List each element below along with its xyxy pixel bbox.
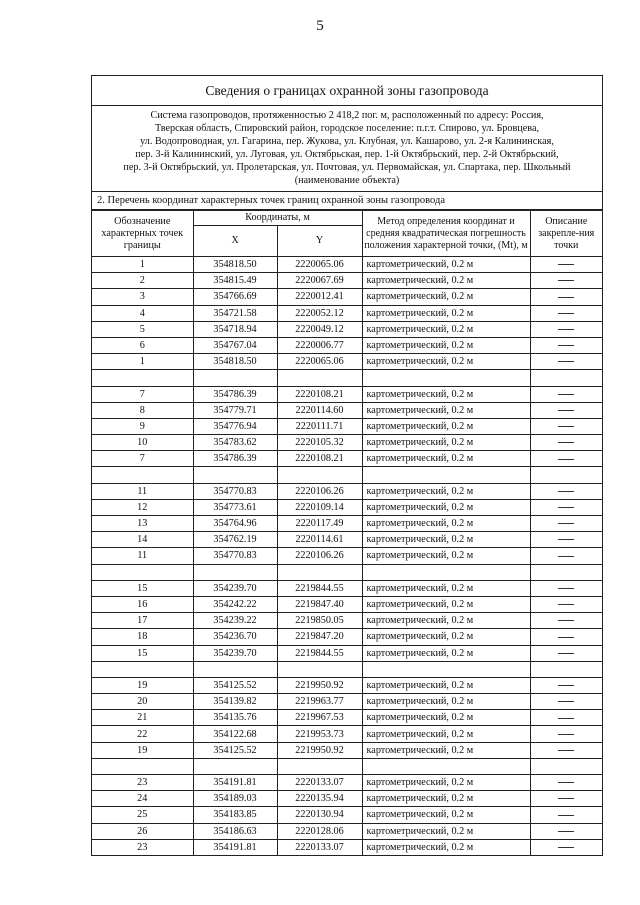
header-y: Y [277,226,362,257]
empty-cell [277,467,362,483]
method-cell: картометрический, 0.2 м [362,273,530,289]
object-line: пер. 3-й Октябрьский, ул. Пролетарская, ул. Почтовая, ул. Первомайская, ул. Спартака, пер. Школьный [123,162,571,173]
table-row [92,386,602,402]
y-cell: 2220109.14 [277,499,362,515]
dash-mark [558,653,574,654]
table-row [92,483,602,499]
table-row [92,257,602,273]
y-cell: 2219950.92 [277,742,362,758]
dash-mark [558,734,574,735]
dash-mark [558,556,574,557]
method-cell: картометрический, 0.2 м [362,257,530,273]
method-cell: картометрический, 0.2 м [362,823,530,839]
point-cell: 17 [92,613,193,629]
method-cell: картометрический, 0.2 м [362,775,530,791]
dash-mark [558,442,574,443]
y-cell: 2220049.12 [277,321,362,337]
table-row [92,775,602,791]
object-line: Тверская область, Спировский район, городское поселение: п.г.т. Спирово, ул. Бровцева, [154,123,540,134]
point-cell: 6 [92,337,193,353]
x-cell: 354239.22 [193,613,277,629]
empty-cell [530,370,602,386]
description-cell [530,289,602,305]
dash-mark [558,831,574,832]
empty-cell [362,564,530,580]
method-cell: картометрический, 0.2 м [362,645,530,661]
y-cell: 2219967.53 [277,710,362,726]
empty-cell [92,661,193,677]
document-frame [91,75,603,856]
y-cell: 2219850.05 [277,613,362,629]
dash-mark [558,491,574,492]
empty-cell [92,564,193,580]
x-cell: 354239.70 [193,580,277,596]
x-cell: 354718.94 [193,321,277,337]
point-cell: 18 [92,629,193,645]
empty-cell [530,564,602,580]
empty-cell [193,564,277,580]
description-cell [530,548,602,564]
dash-mark [558,685,574,686]
dash-mark [558,394,574,395]
y-cell: 2219950.92 [277,677,362,693]
y-cell: 2220133.07 [277,775,362,791]
y-cell: 2220067.69 [277,273,362,289]
point-cell: 19 [92,742,193,758]
dash-mark [558,620,574,621]
separator-row [92,467,602,483]
table-row [92,516,602,532]
method-cell: картометрический, 0.2 м [362,516,530,532]
x-cell: 354770.83 [193,483,277,499]
table-row [92,337,602,353]
empty-cell [530,467,602,483]
y-cell: 2219844.55 [277,645,362,661]
separator-row [92,661,602,677]
x-cell: 354183.85 [193,807,277,823]
description-cell [530,402,602,418]
point-cell: 11 [92,548,193,564]
point-cell: 24 [92,791,193,807]
method-cell: картометрический, 0.2 м [362,354,530,370]
method-cell: картометрический, 0.2 м [362,321,530,337]
method-cell: картометрический, 0.2 м [362,742,530,758]
separator-row [92,758,602,774]
separator-row [92,564,602,580]
y-cell: 2220128.06 [277,823,362,839]
dash-mark [558,637,574,638]
method-cell: картометрический, 0.2 м [362,289,530,305]
description-cell [530,321,602,337]
point-cell: 10 [92,435,193,451]
empty-cell [92,370,193,386]
method-cell: картометрический, 0.2 м [362,402,530,418]
method-cell: картометрический, 0.2 м [362,807,530,823]
description-cell [530,596,602,612]
empty-cell [277,661,362,677]
dash-mark [558,718,574,719]
x-cell: 354139.82 [193,694,277,710]
x-cell: 354242.22 [193,596,277,612]
x-cell: 354783.62 [193,435,277,451]
y-cell: 2220108.21 [277,451,362,467]
description-cell [530,694,602,710]
table-body [92,257,602,855]
y-cell: 2220117.49 [277,516,362,532]
description-cell [530,775,602,791]
header-method: Метод определения координат и средняя квадратическая погрешность положения характерной точки, (Mt), м [362,211,530,257]
table-row [92,710,602,726]
table-row [92,677,602,693]
page-number: 5 [316,18,324,34]
description-cell [530,726,602,742]
point-cell: 14 [92,532,193,548]
object-line: Система газопроводов, протяженностью 2 418,2 пог. м, расположенный по адресу: Россия, [150,110,544,121]
x-cell: 354191.81 [193,775,277,791]
method-cell: картометрический, 0.2 м [362,694,530,710]
table-row [92,645,602,661]
header-x: X [193,226,277,257]
dash-mark [558,361,574,362]
dash-mark [558,264,574,265]
point-cell: 19 [92,677,193,693]
x-cell: 354721.58 [193,305,277,321]
table-row [92,823,602,839]
table-row [92,548,602,564]
y-cell: 2219847.40 [277,596,362,612]
dash-mark [558,588,574,589]
table-row [92,742,602,758]
table-row [92,807,602,823]
dash-mark [558,329,574,330]
table-row [92,289,602,305]
dash-mark [558,297,574,298]
method-cell: картометрический, 0.2 м [362,580,530,596]
dash-mark [558,345,574,346]
description-cell [530,499,602,515]
x-cell: 354786.39 [193,386,277,402]
empty-cell [362,370,530,386]
point-cell: 4 [92,305,193,321]
object-line: пер. 3-й Калининский, ул. Луговая, ул. Октябрьская, пер. 1-й Октябрьский, пер. 2-й Октябрьский, [135,149,559,160]
method-cell: картометрический, 0.2 м [362,596,530,612]
point-cell: 25 [92,807,193,823]
dash-mark [558,798,574,799]
y-cell: 2220108.21 [277,386,362,402]
table-row [92,402,602,418]
dash-mark [558,750,574,751]
table-row [92,791,602,807]
description-cell [530,257,602,273]
point-cell: 9 [92,418,193,434]
method-cell: картометрический, 0.2 м [362,418,530,434]
description-cell [530,677,602,693]
y-cell: 2220106.26 [277,483,362,499]
y-cell: 2220052.12 [277,305,362,321]
description-cell [530,418,602,434]
table-row [92,451,602,467]
empty-cell [362,467,530,483]
separator-row [92,370,602,386]
point-cell: 20 [92,694,193,710]
method-cell: картометрический, 0.2 м [362,451,530,467]
y-cell: 2219847.20 [277,629,362,645]
x-cell: 354770.83 [193,548,277,564]
y-cell: 2220065.06 [277,354,362,370]
x-cell: 354191.81 [193,839,277,855]
x-cell: 354135.76 [193,710,277,726]
method-cell: картометрический, 0.2 м [362,710,530,726]
point-cell: 8 [92,402,193,418]
x-cell: 354189.03 [193,791,277,807]
x-cell: 354239.70 [193,645,277,661]
point-cell: 23 [92,839,193,855]
table-row [92,726,602,742]
method-cell: картометрический, 0.2 м [362,791,530,807]
table-row [92,596,602,612]
x-cell: 354766.69 [193,289,277,305]
method-cell: картометрический, 0.2 м [362,435,530,451]
description-cell [530,742,602,758]
point-cell: 21 [92,710,193,726]
description-cell [530,710,602,726]
x-cell: 354764.96 [193,516,277,532]
x-cell: 354786.39 [193,451,277,467]
point-cell: 5 [92,321,193,337]
empty-cell [362,661,530,677]
dash-mark [558,426,574,427]
point-cell: 11 [92,483,193,499]
x-cell: 354815.49 [193,273,277,289]
description-cell [530,435,602,451]
y-cell: 2219844.55 [277,580,362,596]
point-cell: 16 [92,596,193,612]
x-cell: 354122.68 [193,726,277,742]
method-cell: картометрический, 0.2 м [362,613,530,629]
y-cell: 2220065.06 [277,257,362,273]
table-row [92,694,602,710]
method-cell: картометрический, 0.2 м [362,499,530,515]
table-row [92,629,602,645]
point-cell: 7 [92,386,193,402]
method-cell: картометрический, 0.2 м [362,305,530,321]
dash-mark [558,782,574,783]
x-cell: 354773.61 [193,499,277,515]
description-cell [530,629,602,645]
description-cell [530,451,602,467]
dash-mark [558,280,574,281]
method-cell: картометрический, 0.2 м [362,386,530,402]
point-cell: 1 [92,257,193,273]
description-cell [530,580,602,596]
description-cell [530,613,602,629]
section-title: 2. Перечень координат характерных точек границ охранной зоны газопровода [92,192,602,210]
x-cell: 354818.50 [193,354,277,370]
y-cell: 2219963.77 [277,694,362,710]
x-cell: 354818.50 [193,257,277,273]
object-description [92,106,602,192]
method-cell: картометрический, 0.2 м [362,677,530,693]
y-cell: 2220133.07 [277,839,362,855]
table-row [92,273,602,289]
point-cell: 23 [92,775,193,791]
y-cell: 2220111.71 [277,418,362,434]
dash-mark [558,410,574,411]
x-cell: 354125.52 [193,742,277,758]
coordinates-table [92,210,602,855]
point-cell: 15 [92,580,193,596]
dash-mark [558,847,574,848]
dash-mark [558,313,574,314]
method-cell: картометрический, 0.2 м [362,483,530,499]
point-cell: 15 [92,645,193,661]
y-cell: 2220130.94 [277,807,362,823]
y-cell: 2220114.61 [277,532,362,548]
empty-cell [362,758,530,774]
x-cell: 354125.52 [193,677,277,693]
empty-cell [92,467,193,483]
x-cell: 354186.63 [193,823,277,839]
y-cell: 2219953.73 [277,726,362,742]
point-cell: 3 [92,289,193,305]
method-cell: картометрический, 0.2 м [362,629,530,645]
x-cell: 354762.19 [193,532,277,548]
description-cell [530,305,602,321]
description-cell [530,516,602,532]
empty-cell [530,758,602,774]
document-title: Сведения о границах охранной зоны газопровода [92,76,602,106]
y-cell: 2220106.26 [277,548,362,564]
dash-mark [558,539,574,540]
x-cell: 354779.71 [193,402,277,418]
description-cell [530,273,602,289]
description-cell [530,823,602,839]
header-point: Обозначение характерных точек границы [92,211,193,257]
object-line: ул. Водопроводная, ул. Гагарина, пер. Жукова, ул. Клубная, ул. Кашарово, ул. 2-я Калининская, [140,136,554,147]
empty-cell [193,370,277,386]
table-row [92,839,602,855]
method-cell: картометрический, 0.2 м [362,726,530,742]
description-cell [530,483,602,499]
description-cell [530,839,602,855]
description-cell [530,645,602,661]
description-cell [530,386,602,402]
empty-cell [277,370,362,386]
empty-cell [530,661,602,677]
point-cell: 7 [92,451,193,467]
empty-cell [277,564,362,580]
point-cell: 26 [92,823,193,839]
table-row [92,321,602,337]
y-cell: 2220105.32 [277,435,362,451]
table-row [92,418,602,434]
table-row [92,580,602,596]
table-row [92,354,602,370]
description-cell [530,791,602,807]
x-cell: 354236.70 [193,629,277,645]
empty-cell [193,467,277,483]
x-cell: 354767.04 [193,337,277,353]
dash-mark [558,815,574,816]
y-cell: 2220114.60 [277,402,362,418]
point-cell: 2 [92,273,193,289]
point-cell: 22 [92,726,193,742]
dash-mark [558,701,574,702]
y-cell: 2220006.77 [277,337,362,353]
header-description: Описание закрепле-ния точки [530,211,602,257]
object-caption: (наименование объекта) [294,175,400,186]
empty-cell [92,758,193,774]
dash-mark [558,507,574,508]
method-cell: картометрический, 0.2 м [362,839,530,855]
dash-mark [558,459,574,460]
empty-cell [193,661,277,677]
point-cell: 13 [92,516,193,532]
table-row [92,532,602,548]
method-cell: картометрический, 0.2 м [362,548,530,564]
point-cell: 1 [92,354,193,370]
dash-mark [558,523,574,524]
description-cell [530,337,602,353]
method-cell: картометрический, 0.2 м [362,532,530,548]
description-cell [530,532,602,548]
table-row [92,435,602,451]
description-cell [530,354,602,370]
x-cell: 354776.94 [193,418,277,434]
table-row [92,499,602,515]
y-cell: 2220012.41 [277,289,362,305]
header-coordinates: Координаты, м [193,211,362,226]
dash-mark [558,604,574,605]
table-row [92,305,602,321]
table-row [92,613,602,629]
empty-cell [277,758,362,774]
point-cell: 12 [92,499,193,515]
empty-cell [193,758,277,774]
description-cell [530,807,602,823]
y-cell: 2220135.94 [277,791,362,807]
method-cell: картометрический, 0.2 м [362,337,530,353]
